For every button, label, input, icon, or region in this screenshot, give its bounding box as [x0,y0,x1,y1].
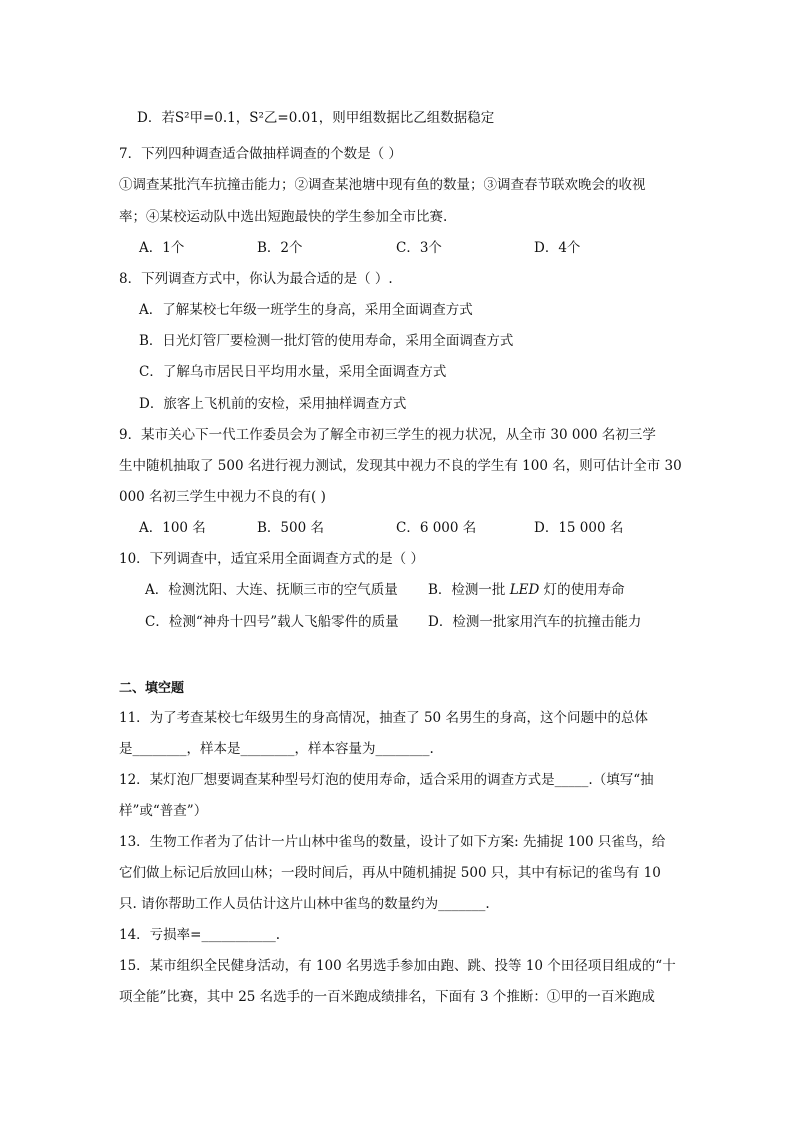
q8-option-a[interactable]: A．了解某校七年级一班学生的身高，采用全面调查方式 [139,302,473,318]
q9-option-a[interactable]: A．100 名 [139,520,206,536]
q7-body-line2: 率；④某校运动队中选出短跑最快的学生参加全市比赛. [119,209,448,225]
q7-option-b[interactable]: B．2个 [257,240,303,256]
q10-option-b[interactable] [428,580,625,600]
q10-option-b-var: LED [509,582,540,598]
q7-option-a[interactable]: A．1个 [139,240,185,256]
q10-option-d[interactable]: D．检测一批家用汽车的抗撞击能力 [428,614,642,630]
q8-option-b[interactable]: B．日光灯管厂要检测一批灯管的使用寿命，采用全面调查方式 [139,333,514,349]
section-title-fill-blank: 二、填空题 [119,681,185,696]
q14-line1: 14．亏损率=___________. [119,927,281,943]
q15-line1: 15．某市组织全民健身活动，有 100 名男选手参加由跑、跳、投等 10 个田径项目组成的“十 [119,958,676,974]
q7-option-d[interactable]: D．4个 [534,240,581,256]
q9-line2: 生中随机抽取了 500 名进行视力测试，发现其中视力不良的学生有 100 名，则可估计全市 30 [119,458,682,474]
q7-stem: 7．下列四种调查适合做抽样调查的个数是（ ） [119,146,402,162]
q11-line2: 是________，样本是________，样本容量为________. [119,741,434,757]
q13-line2: 它们做上标记后放回山林；一段时间后，再从中随机捕捉 500 只，其中有标记的雀鸟有 10 [119,865,661,881]
q10-option-b-post: 灯的使用寿命 [539,582,625,598]
q11-line1: 11．为了考查某校七年级男生的身高情况，抽查了 50 名男生的身高，这个问题中的总体 [119,710,648,726]
q9-option-c[interactable]: C．6 000 名 [396,520,477,536]
q8-option-d[interactable]: D．旅客上飞机前的安检，采用抽样调查方式 [139,396,407,412]
q10-option-a[interactable]: A．检测沈阳、大连、抚顺三市的空气质量 [145,582,398,598]
q9-option-b[interactable]: B．500 名 [257,520,324,536]
q10-option-b-pre: B．检测一批 [428,582,510,598]
q7-body-line1: ①调查某批汽车抗撞击能力；②调查某池塘中现有鱼的数量；③调查春节联欢晚会的收视 [119,177,646,193]
q9-line1: 9．某市关心下一代工作委员会为了解全市初三学生的视力状况，从全市 30 000 名初三学 [119,427,656,443]
q12-line2: 样”或“普查”） [119,803,208,819]
q7-option-c[interactable]: C．3个 [396,240,442,256]
q6-option-d [137,108,494,128]
q9-line3: 000 名初三学生中视力不良的有( ) [119,489,326,505]
q10-stem: 10．下列调查中，适宜采用全面调查方式的是（ ） [119,551,424,567]
q8-stem: 8．下列调查方式中，你认为最合适的是（ ）. [119,271,393,287]
q13-line1: 13．生物工作者为了估计一片山林中雀鸟的数量，设计了如下方案: 先捕捉 100 只雀鸟，给 [119,834,666,850]
q15-line2: 项全能”比赛，其中 25 名选手的一百米跑成绩排名，下面有 3 个推断：①甲的一百米跑成 [119,989,655,1005]
q10-option-c[interactable]: C．检测“神舟十四号”载人飞船零件的质量 [145,614,399,630]
q13-line3: 只. 请你帮助工作人员估计这片山林中雀鸟的数量约为_______. [119,896,490,912]
q12-line1: 12．某灯泡厂想要调查某种型号灯泡的使用寿命，适合采用的调查方式是_____.（填写“抽 [119,772,654,788]
q6-option-d-text: D．若S²甲=0.1，S²乙=0.01，则甲组数据比乙组数据稳定 [137,110,495,126]
q9-option-d[interactable]: D．15 000 名 [534,520,624,536]
q8-option-c[interactable]: C．了解乌市居民日平均用水量，采用全面调查方式 [139,364,447,380]
